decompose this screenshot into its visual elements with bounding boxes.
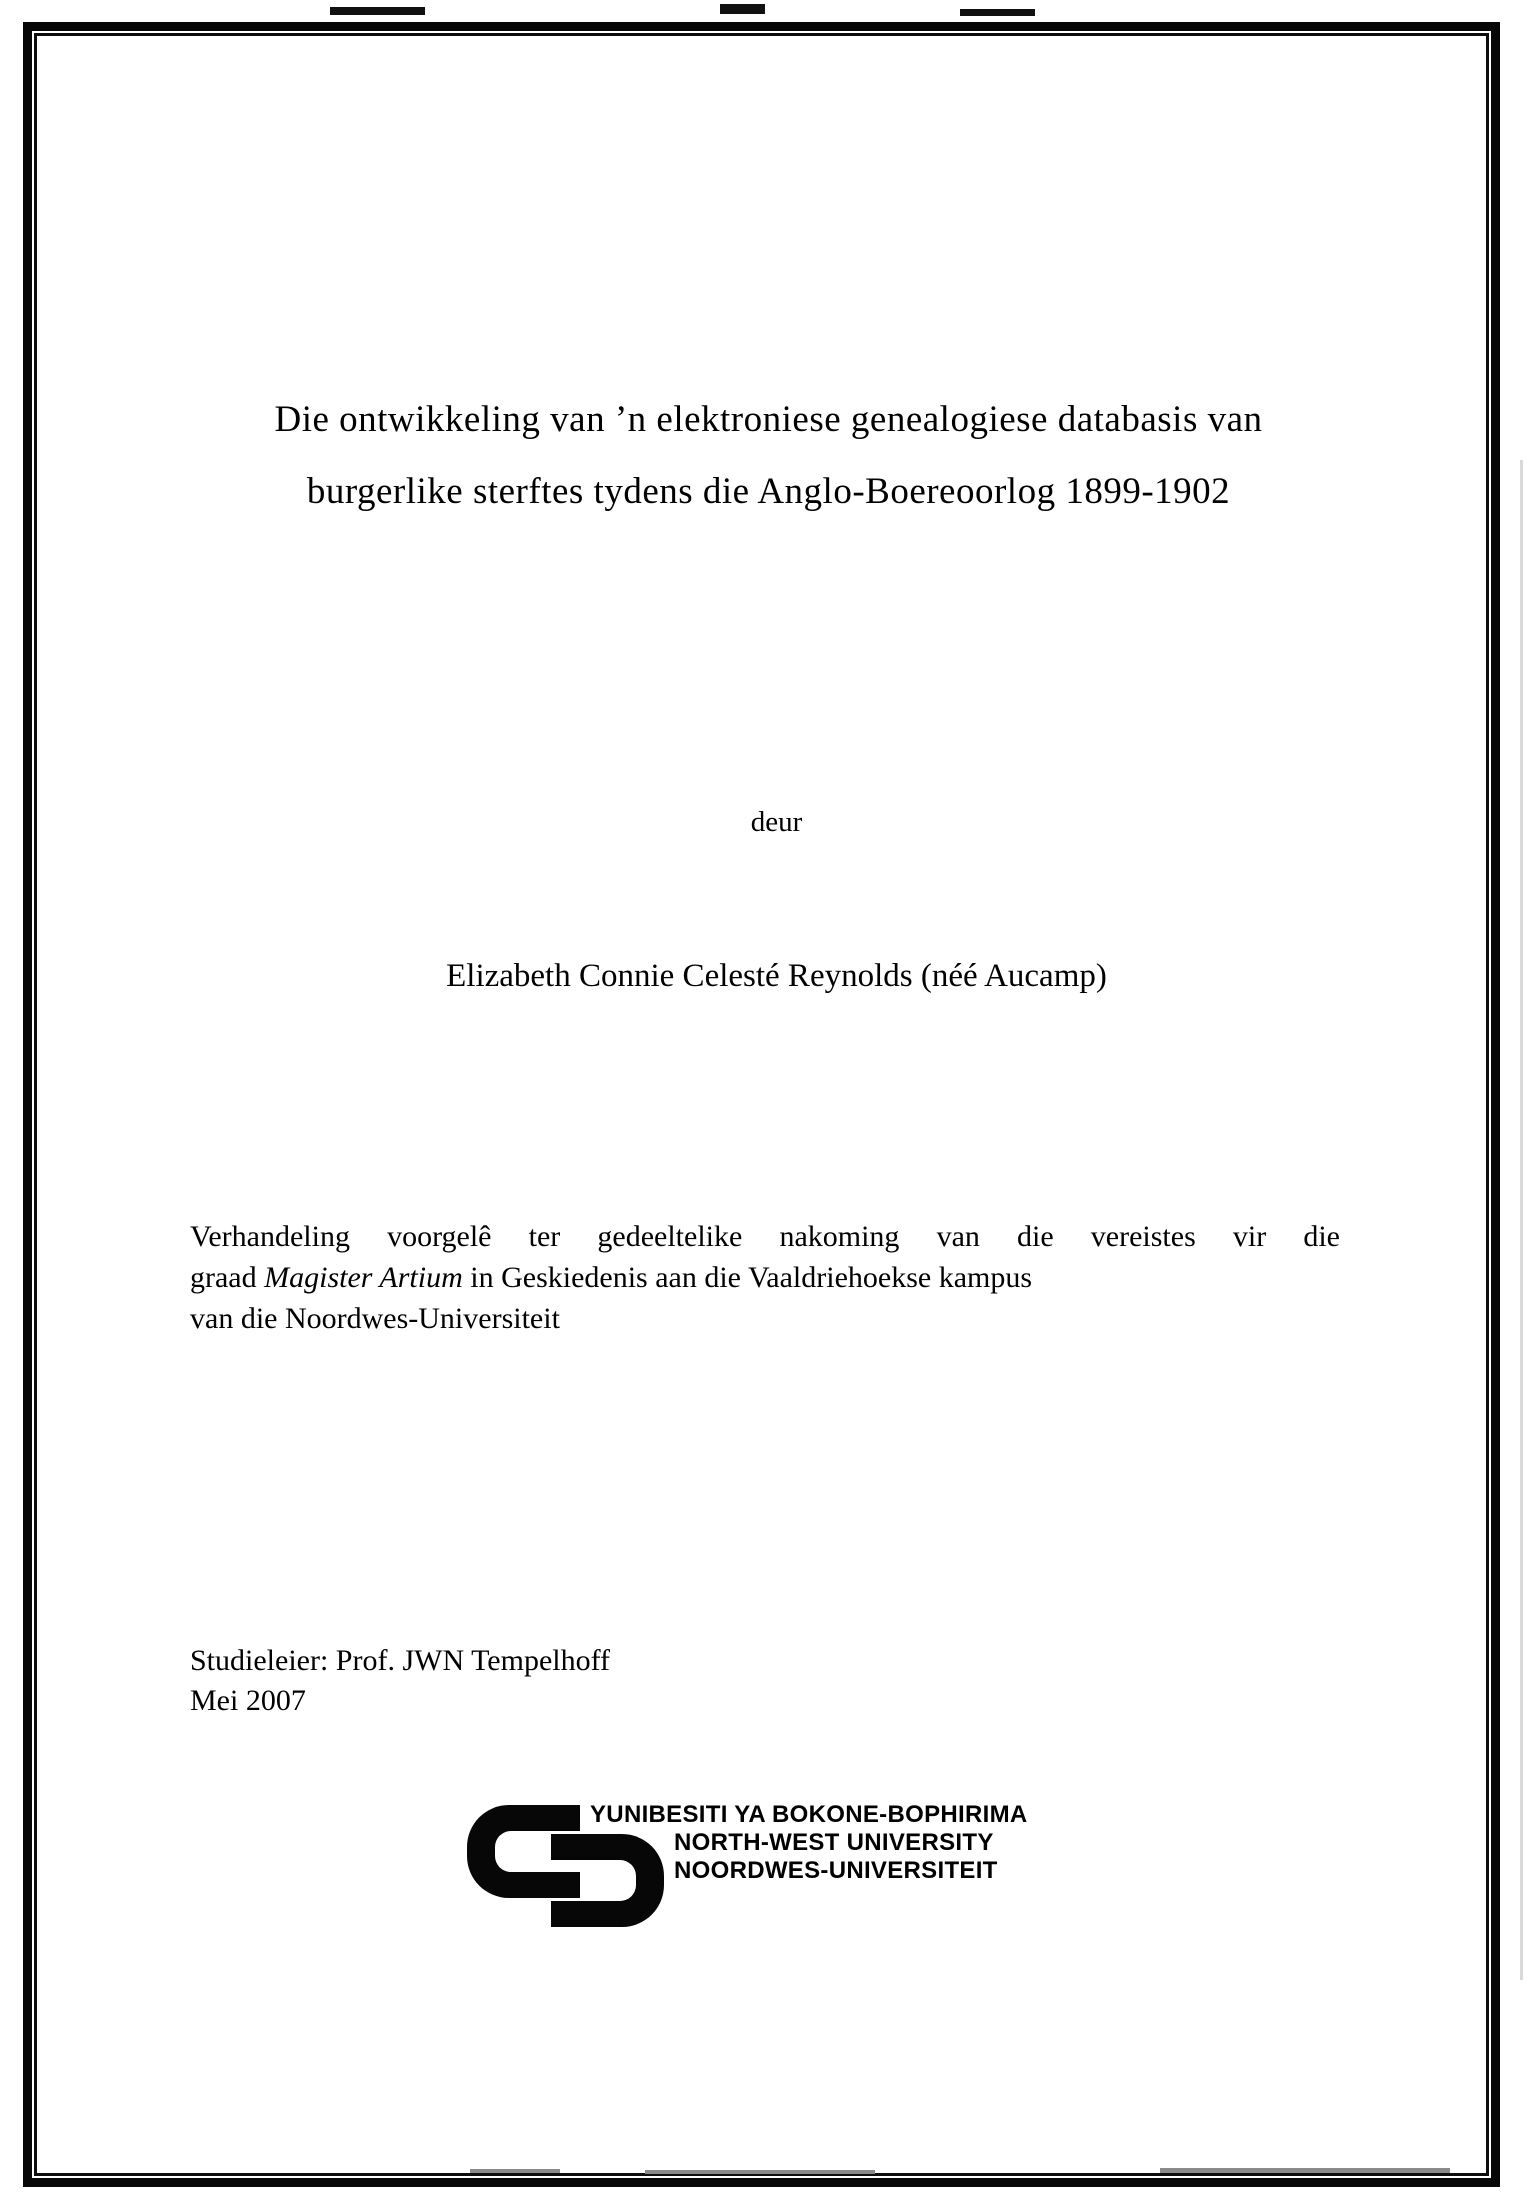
scan-artifact [470, 2169, 560, 2173]
supervisor-block [190, 1641, 610, 1721]
logo-line-afrikaans: NOORDWES-UNIVERSITEIT [674, 1857, 998, 1884]
scan-artifact [330, 7, 425, 15]
logo-line-setswana: YUNIBESITI YA BOKONE-BOPHIRIMA [590, 1801, 1028, 1828]
scan-artifact [645, 2170, 875, 2174]
degree-statement [190, 1216, 1340, 1339]
magister-artium-italic: Magister Artium [264, 1261, 463, 1294]
statement-line-2-post: in Geskiedenis aan die Vaaldriehoekse kampus [462, 1261, 1033, 1294]
statement-line-1: Verhandeling voorgelê ter gedeeltelike nakoming van die vereistes vir die [190, 1220, 1340, 1253]
author-name: Elizabeth Connie Celesté Reynolds (néé Aucamp) [446, 958, 1107, 994]
statement-line-2 [190, 1257, 1340, 1298]
statement-line-3: van die Noordwes-Universiteit [190, 1302, 560, 1335]
university-logo-text [590, 1801, 1028, 1885]
scan-artifact [720, 4, 765, 14]
thesis-title [188, 384, 1349, 528]
thesis-title-line-1: Die ontwikkeling van ’n elektroniese genealogiese databasis van [274, 399, 1263, 440]
thesis-title-line-2: burgerlike sterftes tydens die Anglo-Boereoorlog 1899-1902 [306, 471, 1231, 512]
scan-artifact [960, 9, 1035, 16]
supervisor-line: Studieleier: Prof. JWN Tempelhoff [190, 1644, 611, 1677]
scan-artifact [1160, 2168, 1450, 2173]
scan-edge-shadow [1520, 460, 1523, 1980]
byline-deur: deur [750, 806, 803, 838]
date-line: Mei 2007 [190, 1684, 306, 1717]
statement-line-2-pre: graad [190, 1261, 265, 1294]
logo-line-english: NORTH-WEST UNIVERSITY [674, 1829, 994, 1856]
